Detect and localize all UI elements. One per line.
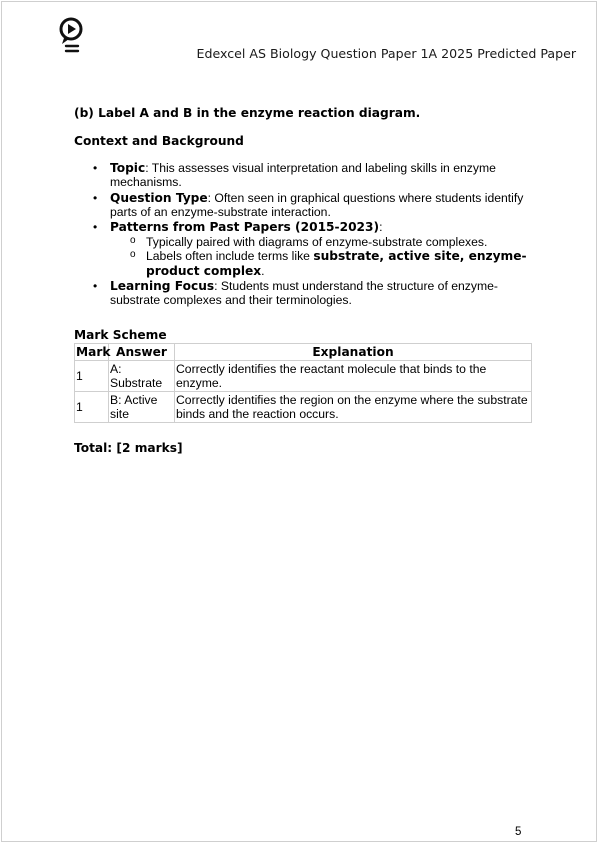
mark-cell: 1 — [75, 361, 109, 392]
total-marks: Total: [2 marks] — [74, 441, 183, 456]
topic-text: : This assesses visual interpretation and labeling skills in enzyme mechanisms. — [110, 160, 496, 190]
list-item-topic — [110, 161, 534, 190]
answer-cell: A: Substrate — [109, 361, 175, 392]
context-heading: Context and Background — [74, 134, 244, 149]
patterns-label: Patterns from Past Papers (2015-2023) — [110, 220, 380, 235]
table-row — [75, 392, 532, 423]
list-item-learning-focus — [110, 279, 534, 308]
question-content — [74, 106, 534, 456]
mark-scheme-table — [74, 343, 532, 423]
sub-list-item — [146, 249, 534, 278]
column-header: Answer — [109, 344, 175, 361]
answer-cell: B: Active site — [109, 392, 175, 423]
document-header-title: Edexcel AS Biology Question Paper 1A 2025 Predicted Paper — [196, 46, 576, 61]
column-header: Mark — [76, 345, 111, 360]
context-list — [74, 161, 534, 308]
question-type-label: Question Type — [110, 190, 208, 205]
question-type-text: : Often seen in graphical questions where students identify parts of an enzyme-substrate interaction. — [110, 190, 524, 220]
sub-list-item: o Typically paired with diagrams of enzyme-substrate complexes. — [146, 235, 534, 249]
list-item-question-type — [110, 191, 534, 220]
page-number: 5 — [515, 826, 522, 838]
mark-scheme-heading: Mark Scheme — [74, 327, 167, 342]
mark-cell: 1 — [75, 392, 109, 423]
patterns-sublist — [110, 235, 534, 278]
play-speech-logo-icon — [58, 16, 88, 60]
patterns-colon: : — [379, 220, 383, 235]
table-row — [75, 361, 532, 392]
question-title: (b) Label A and B in the enzyme reaction diagram. — [74, 106, 421, 120]
sub-item-bold-terms: substrate, active site, enzyme-product complex — [146, 249, 527, 278]
table-header-row — [75, 344, 532, 361]
topic-label: Topic — [110, 160, 146, 175]
sub-item-suffix: . — [261, 263, 265, 278]
explanation-cell: Correctly identifies the reactant molecule that binds to the enzyme. — [175, 361, 532, 392]
explanation-cell: Correctly identifies the region on the enzyme where the substrate binds and the reaction occurs. — [175, 392, 532, 423]
sub-item-prefix: Labels often include terms like — [146, 249, 314, 264]
list-item-patterns — [110, 220, 534, 278]
document-page — [1, 1, 597, 842]
column-header: Explanation — [175, 344, 532, 361]
learning-focus-text: : Students must understand the structure of enzyme-substrate complexes and their terminologies. — [110, 279, 498, 308]
learning-focus-label: Learning Focus — [110, 279, 215, 294]
